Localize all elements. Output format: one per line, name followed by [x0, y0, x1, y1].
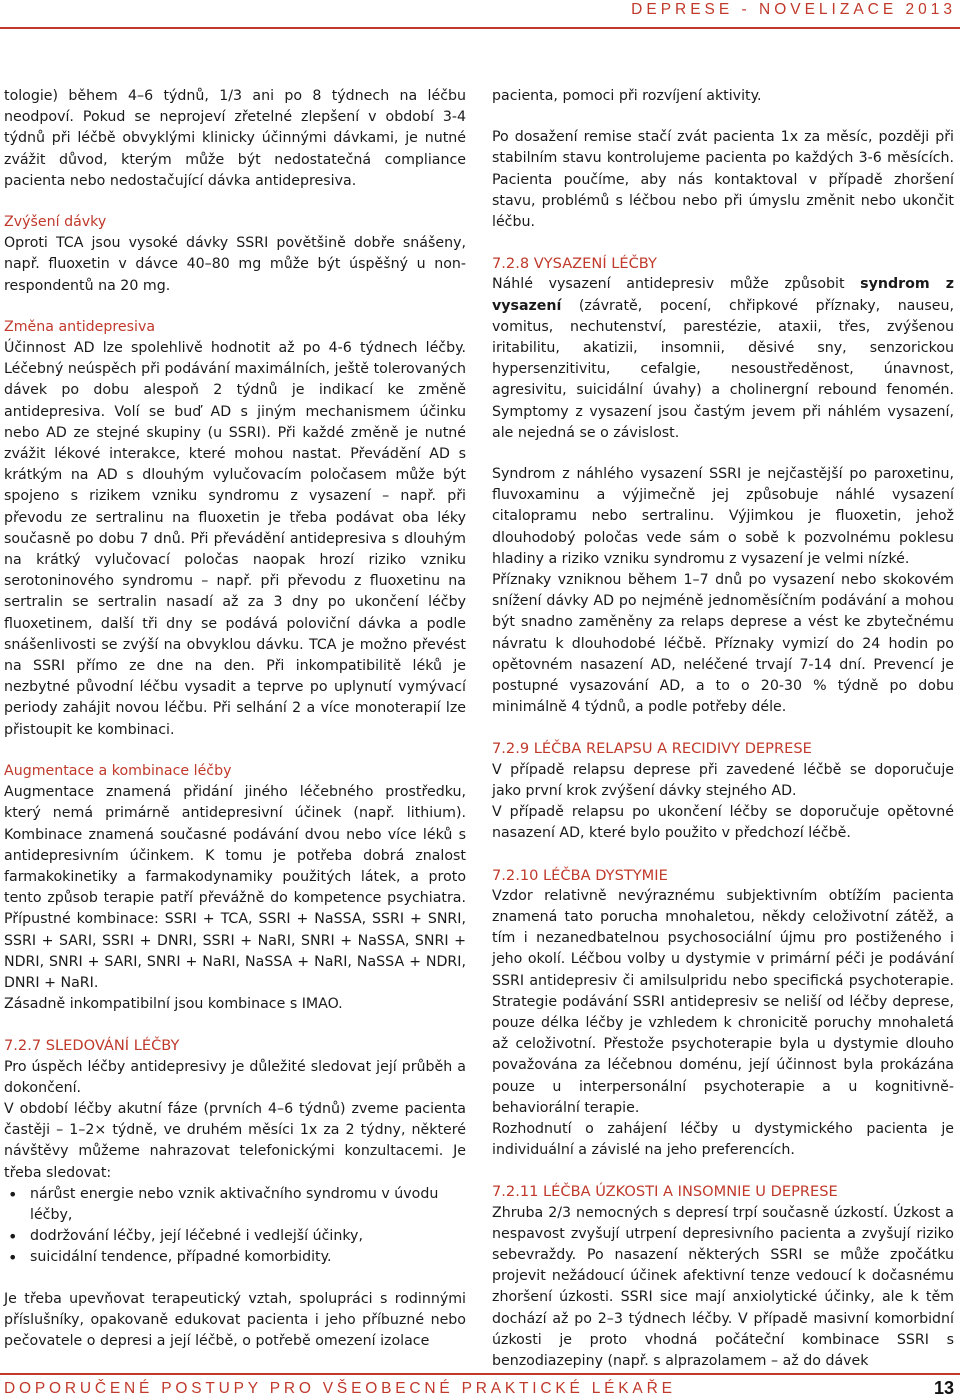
dysthymia-paragraph-1: Vzdor relativně nevýraznému subjektivním obtížím pacienta znamená tato porucha mnohaletou, někdy celoživotní zátěž, a tím i nezanedbatelnou psychosociální újmu pro postiženého i jeho okolí. Léčbou volby u dystymie v primární péči je podávání SSRI antidepresiv či amilsulpridu nebo specifická psychoterapie. Strategie podávání SSRI antidepresiv se neliší od léčby deprese, pouze délka léčby je vzhledem k chronicitě poruchy mnohaletá až celoživotní. Přestože psychoterapie byla u dystymie dlouho považována za léčebnou doménu, její účinnost byla prokázána pouze u interpersonální psychoterapie a u kognitivně-behaviorální terapie. [492, 887, 954, 1116]
withdrawal-text-start: Náhlé vysazení antidepresiv může způsobit [492, 276, 861, 293]
running-header: DEPRESE - NOVELIZACE 2013 [631, 1, 956, 18]
page-number: 13 [933, 1378, 954, 1398]
withdrawal-syndrome-term: syndrom z vysazení [492, 276, 954, 314]
section-7-2-9-heading: 7.2.9 LÉČBA RELAPSU A RECIDIVY DEPRESE [492, 740, 812, 758]
withdrawal-paragraph-2: Syndrom z náhlého vysazení SSRI je nejčastější po paroxetinu, fluvoxaminu a výjimečně jej způsobuje náhlé vysazení citalopramu nebo sertralinu. Výjimkou je fluoxetin, jehož dlouhodobý poločas vede sám o sobě k pozvolnému poklesu hladiny a riziko vzniku syndromu z vysazení je velmi nízké. [492, 466, 954, 567]
list-item: • suicidální tendence, případné komorbidity. [4, 1247, 466, 1268]
withdrawal-paragraph-3: Příznaky vzniknou během 1–7 dnů po vysazení nebo skokovém snížení dávky AD po nejméně jednoměsíčním podávání a mohou být snadno zaměněny za relaps deprese a vést ke zbytečnému návratu k dlouhodobé léčbě. Příznaky vymizí do 24 hodin po opětovném nasazení AD, neléčené trvají 7-14 dní. Prevencí je postupné vysazování AD, a to o 20-30 % týdně po dobu minimálně 4 týdnů, a podle potřeby déle. [492, 572, 954, 716]
dose-increase-heading: Zvýšení dávky [4, 214, 107, 231]
remission-paragraph: Po dosažení remise stačí zvát pacienta 1x za měsíc, později při stabilním stavu kontrolujeme pacienta po každých 3-6 měsících. Pacienta poučíme, aby nás kontaktoval v případě zhoršení stavu, problémů s léčbou nebo při úmyslu změnit nebo ukončit léčbu. [492, 129, 954, 231]
dose-increase-paragraph: Oproti TCA jsou vysoké dávky SSRI povětšině dobře snášeny, např. fluoxetin v dávce 40–80 mg může být úspěšný u non-respondentů na 20 mg. [4, 235, 466, 294]
right-column [492, 86, 954, 1372]
monitoring-paragraph-3: Je třeba upevňovat terapeutický vztah, spolupráci s rodinnými příslušníky, opakovaně edukovat pacienta i jeho příbuzné nebo pečovatele o depresi a její léčbě, o potřebě omezení izolace [4, 1290, 466, 1349]
relapse-paragraph-2: V případě relapsu po ukončení léčby se doporučuje opětovné nasazení AD, které bylo použito v předchozí léčbě. [492, 804, 954, 842]
incompatibility-paragraph: Zásadně inkompatibilní jsou kombinace s IMAO. [4, 996, 343, 1013]
relapse-paragraph-1: V případě relapsu deprese při zavedené léčbě se doporučuje jako první krok zvýšení dávky stejného AD. [492, 761, 954, 799]
withdrawal-paragraph-1 [492, 274, 954, 444]
monitoring-paragraph-2: V období léčby akutní fáze (prvních 4–6 týdnů) zveme pacienta častěji – 1–2× týdně, ve druhém měsíci 1x za 2 týdny, některé návštěvy můžeme nahrazovat telefonickými konzultacemi. Je třeba sledovat: [4, 1100, 466, 1181]
monitoring-paragraph-1: Pro úspěch léčby antidepresivy je důležité sledovat její průběh a dokončení. [4, 1058, 466, 1096]
running-footer: DOPORUČENÉ POSTUPY PRO VŠEOBECNÉ PRAKTICKÉ LÉKAŘE [4, 1380, 676, 1397]
continuation-paragraph: pacienta, pomoci při rozvíjení aktivity. [492, 88, 762, 104]
augmentation-heading: Augmentace a kombinace léčby [4, 762, 232, 779]
anxiety-paragraph: Zhruba 2/3 nemocných s depresí trpí současně úzkostí. Úzkost a nespavost zvyšují utrpení depresivního pacienta a zvyšují riziko sebevraždy. Po nasazení některých SSRI se může zpočátku projevit nežádoucí účinek afektivní tenze vedoucí k dočasnému zhoršení úzkosti. SSRI sice mají anxiolytické účinky, ale k těm dochází až po 2–3 týdnech léčby. V případě masivní komorbidní úzkosti je proto vhodná počáteční kombinace SSRI s benzodiazepiny (např. s alprazolamem – až do dávek [492, 1204, 954, 1369]
withdrawal-text-end: (závratě, pocení, chřipkové příznaky, nauseu, vomitus, nechutenství, parestézie, ataxii, třes, zvýšenou iritabilitu, akatizii, insomnii, děsivé sny, senzorickou hypersenzitivitu, cefalgie, nesoustředěnost, únavnost, agresivitu, suicidální úvahy) a cholinergní rebound fenomén. Symptomy z vysazení jsou častým jevem při náhlém vysazení, ale nejedná se o závislost. [492, 297, 954, 441]
header-rule [0, 27, 960, 29]
left-column [4, 86, 466, 1352]
augmentation-paragraph: Augmentace znamená přidání jiného léčebného prostředku, který nemá primárně antidepresivní účinek (např. lithium). Kombinace znamená současné podávání dvou nebo více léků s antidepresivním účinkem. K tomu je potřeba dobrá znalost farmakokinetiky a farmakodynamiky použitých látek, a proto tento způsob terapie patří převážně do kompetence psychiatra. Přípustné kombinace: SSRI + TCA, SSRI + NaSSA, SSRI + SNRI, SSRI + SARI, SSRI + DNRI, SSRI + NaRI, SNRI + NaSSA, SNRI + NDRI, SNRI + SARI, SNRI + NaRI, NaSSA + NaRI, NaSSA + NDRI, DNRI + NaRI. [4, 784, 466, 991]
footer-rule [0, 1373, 960, 1375]
section-7-2-10-heading: 7.2.10 LÉČBA DYSTYMIE [492, 866, 668, 884]
antidepressant-change-paragraph: Účinnost AD lze spolehlivě hodnotit až po 4-6 týdnech léčby. Léčebný neúspěch při podávání maximálních, ještě tolerovaných dávek po dobu alespoň 2 týdnů je indikací ke změně antidepresiva. Volí se buď AD s jiným mechanismem účinku nebo AD ze stejné skupiny (u SSRI). Při každé změně je nutné zvážit lékové interakce, které mohou nastat. Převádění AD s krátkým na AD s dlouhým vylučovacím poločasem může být spojeno s rizikem vzniku syndromu z vysazení – např. při převodu ze sertralinu na fluoxetin je třeba podávat oba léky současně po dobu 7 dnů. Při převádění antidepresiva s dlouhým na krátký vylučovací poločas naopak hrozí riziko vzniku serotoninového syndromu – např. při převodu z fluoxetinu na sertralin se sertralin nasadí až za 3 dny po ukončení léčby fluoxetinem, další tři dny se podává poloviční dávka a podle snášenlivosti se zvýší na obvyklou dávku. TCA je možno převést na SSRI přímo ze dne na den. Při inkompatibilitě léků je nezbytné původní léčbu vysadit a teprve po uplynutí vymývací periody zahájit novou léčbu. Při selhání 2 a více monoterapií lze přistoupit ke kombinaci. [4, 340, 466, 738]
list-item: • nárůst energie nebo vznik aktivačního syndromu v úvodu léčby, [4, 1184, 466, 1226]
dysthymia-paragraph-2: Rozhodnutí o zahájení léčby u dystymického pacienta je individuální a závislé na jeho preferencích. [492, 1120, 954, 1159]
section-7-2-11-heading: 7.2.11 LÉČBA ÚZKOSTI A INSOMNIE U DEPRESE [492, 1183, 838, 1201]
antidepressant-change-heading: Změna antidepresiva [4, 318, 156, 335]
monitoring-list [4, 1184, 466, 1269]
section-7-2-8-heading: 7.2.8 VYSAZENÍ LÉČBY [492, 255, 657, 273]
list-item: • dodržování léčby, její léčebné i vedlejší účinky, [4, 1226, 466, 1247]
section-7-2-7-heading: 7.2.7 SLEDOVÁNÍ LÉČBY [4, 1037, 180, 1055]
intro-paragraph: tologie) během 4–6 týdnů, 1/3 ani po 8 týdnech na léčbu neodpoví. Pokud se neprojeví zřetelné zlepšení v období 3-4 týdnů při léčbě obvyklými klinicky účinnými dávkami, je nutné zvážit důvod, kterým může být nedostatečná compliance pacienta nebo nedostačující dávka antidepresiva. [4, 88, 466, 189]
